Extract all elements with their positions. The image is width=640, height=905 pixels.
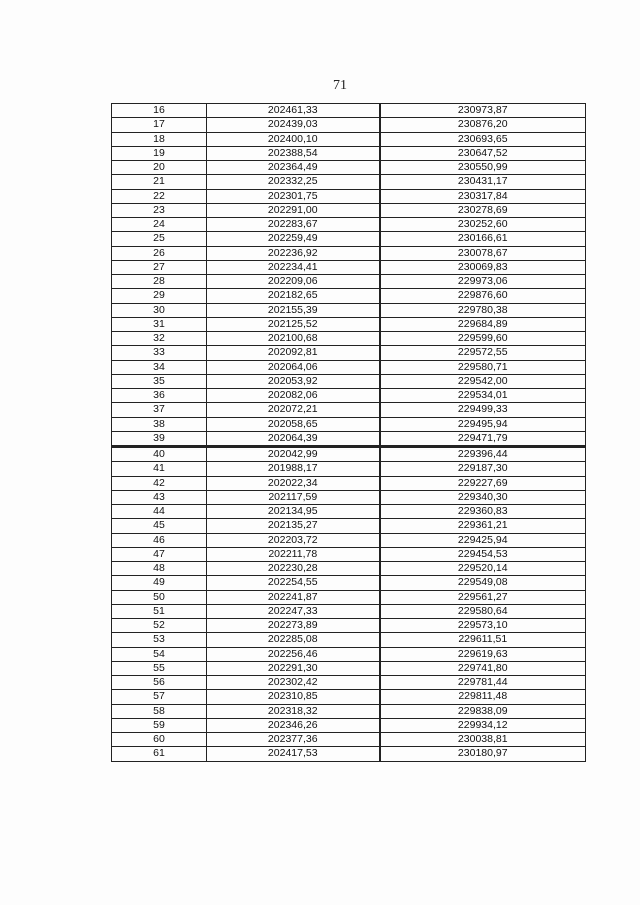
table-row [112,447,586,462]
table-row [112,562,586,576]
y-coordinate-cell: 229619,63 [380,647,586,661]
point-number-cell: 27 [112,260,207,274]
table-row [112,505,586,519]
y-coordinate-cell: 229741,80 [380,661,586,675]
point-number-cell: 18 [112,132,207,146]
y-coordinate-cell: 230078,67 [380,246,586,260]
x-coordinate-cell: 202064,06 [207,360,380,374]
x-coordinate-cell: 202241,87 [207,590,380,604]
table-row [112,661,586,675]
x-coordinate-cell: 202100,68 [207,332,380,346]
x-coordinate-cell: 202259,49 [207,232,380,246]
y-coordinate-cell: 230278,69 [380,203,586,217]
y-coordinate-cell: 229561,27 [380,590,586,604]
point-number-cell: 22 [112,189,207,203]
x-coordinate-cell: 202247,33 [207,604,380,618]
point-number-cell: 49 [112,576,207,590]
y-coordinate-cell: 230166,61 [380,232,586,246]
page-number: 71 [333,78,347,93]
point-number-cell: 21 [112,175,207,189]
x-coordinate-cell: 202022,34 [207,476,380,490]
table-row [112,704,586,718]
y-coordinate-cell: 229838,09 [380,704,586,718]
table-row [112,590,586,604]
table-row [112,218,586,232]
coordinates-table-body [112,104,586,762]
y-coordinate-cell: 229425,94 [380,533,586,547]
table-row [112,132,586,146]
point-number-cell: 46 [112,533,207,547]
x-coordinate-cell: 202439,03 [207,118,380,132]
point-number-cell: 47 [112,547,207,561]
y-coordinate-cell: 230693,65 [380,132,586,146]
point-number-cell: 36 [112,389,207,403]
table-row [112,647,586,661]
point-number-cell: 26 [112,246,207,260]
x-coordinate-cell: 202254,55 [207,576,380,590]
x-coordinate-cell: 202346,26 [207,718,380,732]
y-coordinate-cell: 229495,94 [380,417,586,431]
table-row [112,317,586,331]
point-number-cell: 50 [112,590,207,604]
point-number-cell: 53 [112,633,207,647]
table-row [112,431,586,446]
point-number-cell: 40 [112,447,207,462]
y-coordinate-cell: 230180,97 [380,747,586,761]
x-coordinate-cell: 202332,25 [207,175,380,189]
table-row [112,118,586,132]
y-coordinate-cell: 229396,44 [380,447,586,462]
point-number-cell: 32 [112,332,207,346]
table-row [112,389,586,403]
table-row [112,189,586,203]
y-coordinate-cell: 229684,89 [380,317,586,331]
point-number-cell: 35 [112,374,207,388]
point-number-cell: 39 [112,431,207,446]
point-number-cell: 58 [112,704,207,718]
point-number-cell: 57 [112,690,207,704]
y-coordinate-cell: 229580,71 [380,360,586,374]
point-number-cell: 48 [112,562,207,576]
point-number-cell: 23 [112,203,207,217]
point-number-cell: 37 [112,403,207,417]
point-number-cell: 19 [112,146,207,160]
y-coordinate-cell: 229187,30 [380,462,586,476]
x-coordinate-cell: 202072,21 [207,403,380,417]
y-coordinate-cell: 229599,60 [380,332,586,346]
point-number-cell: 38 [112,417,207,431]
point-number-cell: 43 [112,490,207,504]
table-row [112,203,586,217]
point-number-cell: 61 [112,747,207,761]
table-row [112,462,586,476]
y-coordinate-cell: 230317,84 [380,189,586,203]
point-number-cell: 51 [112,604,207,618]
point-number-cell: 16 [112,104,207,118]
table-row [112,747,586,761]
point-number-cell: 60 [112,733,207,747]
x-coordinate-cell: 202301,75 [207,189,380,203]
table-row [112,346,586,360]
y-coordinate-cell: 229934,12 [380,718,586,732]
point-number-cell: 20 [112,161,207,175]
point-number-cell: 41 [112,462,207,476]
y-coordinate-cell: 229360,83 [380,505,586,519]
table-row [112,374,586,388]
x-coordinate-cell: 202117,59 [207,490,380,504]
coordinates-table [111,103,586,762]
point-number-cell: 34 [112,360,207,374]
x-coordinate-cell: 202285,08 [207,633,380,647]
y-coordinate-cell: 229227,69 [380,476,586,490]
point-number-cell: 28 [112,275,207,289]
table-row [112,260,586,274]
table-row [112,289,586,303]
y-coordinate-cell: 230431,17 [380,175,586,189]
point-number-cell: 24 [112,218,207,232]
x-coordinate-cell: 202134,95 [207,505,380,519]
x-coordinate-cell: 202236,92 [207,246,380,260]
y-coordinate-cell: 229781,44 [380,676,586,690]
table-row [112,403,586,417]
y-coordinate-cell: 230550,99 [380,161,586,175]
x-coordinate-cell: 202211,78 [207,547,380,561]
x-coordinate-cell: 202256,46 [207,647,380,661]
point-number-cell: 29 [112,289,207,303]
y-coordinate-cell: 229361,21 [380,519,586,533]
table-row [112,476,586,490]
table-row [112,547,586,561]
table-row [112,175,586,189]
point-number-cell: 31 [112,317,207,331]
x-coordinate-cell: 202064,39 [207,431,380,446]
y-coordinate-cell: 229471,79 [380,431,586,446]
x-coordinate-cell: 202230,28 [207,562,380,576]
point-number-cell: 17 [112,118,207,132]
x-coordinate-cell: 201988,17 [207,462,380,476]
x-coordinate-cell: 202318,32 [207,704,380,718]
table-row [112,275,586,289]
table-row [112,303,586,317]
x-coordinate-cell: 202058,65 [207,417,380,431]
x-coordinate-cell: 202155,39 [207,303,380,317]
x-coordinate-cell: 202203,72 [207,533,380,547]
y-coordinate-cell: 229973,06 [380,275,586,289]
table-row [112,533,586,547]
x-coordinate-cell: 202209,06 [207,275,380,289]
x-coordinate-cell: 202042,99 [207,447,380,462]
x-coordinate-cell: 202364,49 [207,161,380,175]
y-coordinate-cell: 229572,55 [380,346,586,360]
y-coordinate-cell: 229780,38 [380,303,586,317]
table-row [112,519,586,533]
x-coordinate-cell: 202377,36 [207,733,380,747]
x-coordinate-cell: 202400,10 [207,132,380,146]
point-number-cell: 52 [112,619,207,633]
point-number-cell: 55 [112,661,207,675]
table-row [112,104,586,118]
point-number-cell: 59 [112,718,207,732]
point-number-cell: 33 [112,346,207,360]
y-coordinate-cell: 230038,81 [380,733,586,747]
x-coordinate-cell: 202135,27 [207,519,380,533]
table-row [112,161,586,175]
y-coordinate-cell: 229542,00 [380,374,586,388]
y-coordinate-cell: 230876,20 [380,118,586,132]
table-row [112,360,586,374]
point-number-cell: 30 [112,303,207,317]
x-coordinate-cell: 202302,42 [207,676,380,690]
table-row [112,676,586,690]
x-coordinate-cell: 202053,92 [207,374,380,388]
x-coordinate-cell: 202182,65 [207,289,380,303]
table-row [112,146,586,160]
y-coordinate-cell: 229611,51 [380,633,586,647]
y-coordinate-cell: 229454,53 [380,547,586,561]
table-row [112,633,586,647]
table-row [112,576,586,590]
table-row [112,690,586,704]
table-row [112,733,586,747]
table-row [112,604,586,618]
table-row [112,246,586,260]
table-row [112,232,586,246]
y-coordinate-cell: 230252,60 [380,218,586,232]
table-row [112,619,586,633]
table-row [112,417,586,431]
y-coordinate-cell: 230973,87 [380,104,586,118]
x-coordinate-cell: 202291,00 [207,203,380,217]
point-number-cell: 56 [112,676,207,690]
x-coordinate-cell: 202291,30 [207,661,380,675]
x-coordinate-cell: 202125,52 [207,317,380,331]
x-coordinate-cell: 202310,85 [207,690,380,704]
table-row [112,332,586,346]
x-coordinate-cell: 202092,81 [207,346,380,360]
y-coordinate-cell: 229340,30 [380,490,586,504]
y-coordinate-cell: 229499,33 [380,403,586,417]
x-coordinate-cell: 202283,67 [207,218,380,232]
x-coordinate-cell: 202461,33 [207,104,380,118]
point-number-cell: 45 [112,519,207,533]
point-number-cell: 42 [112,476,207,490]
table-row [112,490,586,504]
y-coordinate-cell: 230647,52 [380,146,586,160]
point-number-cell: 54 [112,647,207,661]
x-coordinate-cell: 202417,53 [207,747,380,761]
y-coordinate-cell: 230069,83 [380,260,586,274]
y-coordinate-cell: 229573,10 [380,619,586,633]
x-coordinate-cell: 202273,89 [207,619,380,633]
point-number-cell: 44 [112,505,207,519]
point-number-cell: 25 [112,232,207,246]
x-coordinate-cell: 202082,06 [207,389,380,403]
y-coordinate-cell: 229580,64 [380,604,586,618]
y-coordinate-cell: 229811,48 [380,690,586,704]
table-row [112,718,586,732]
x-coordinate-cell: 202388,54 [207,146,380,160]
y-coordinate-cell: 229534,01 [380,389,586,403]
y-coordinate-cell: 229876,60 [380,289,586,303]
y-coordinate-cell: 229549,08 [380,576,586,590]
y-coordinate-cell: 229520,14 [380,562,586,576]
x-coordinate-cell: 202234,41 [207,260,380,274]
